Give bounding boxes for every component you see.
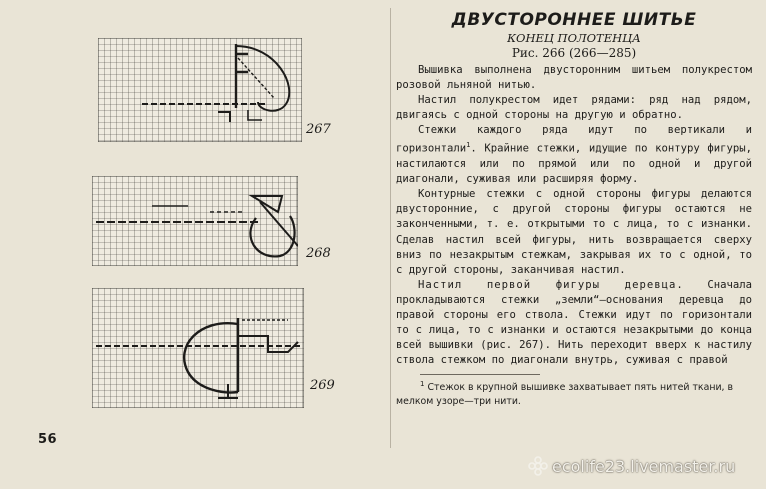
paragraph-3 <box>396 123 752 187</box>
paragraph-2: Настил полукрестом идет рядами: ряд над рядом, двигаясь с одной стороны на другую и обратно. <box>396 94 752 122</box>
figure-number-268: 268 <box>306 246 331 261</box>
page-number: 56 <box>38 432 58 447</box>
figure-reference: Рис. 266 (266—285) <box>511 46 637 60</box>
footnote-mark: 1 <box>420 380 425 389</box>
paragraph-4: Контурные стежки с одной стороны фигуры делаются двусторонние, с другой стороны фигуры остаются не законченными, т. е. открытыми то с лица, то с изнанки. Сделав настил всей фигуры, нить возвращается сверху вниз по незакрытым стежкам, закрывая их то с одной, то с другой стороны, заканчивая настил. <box>396 188 752 276</box>
paragraph-3-text-a: Стежки каждого ряда идут по вертикали и горизонтали <box>396 124 752 155</box>
section-title: ДВУСТОРОННЕЕ ШИТЬЕ <box>451 10 697 30</box>
paragraph-5-heading: Настил первой фигуры деревца. <box>418 278 684 291</box>
paragraph-5 <box>396 278 752 369</box>
footnote-text: Стежок в крупной вышивке захватывает пять нитей ткани, в мелком узоре—три нити. <box>396 382 734 407</box>
section-subtitle: КОНЕЦ ПОЛОТЕНЦА <box>507 31 641 45</box>
flower-logo-icon <box>528 456 548 476</box>
figure-269-grid-diagram <box>92 288 304 408</box>
watermark-text: ecolife23.livemaster.ru <box>552 456 736 476</box>
figure-267-grid-diagram <box>98 38 302 142</box>
figure-269-svg <box>92 288 304 408</box>
text-column <box>396 10 752 408</box>
figure-number-267: 267 <box>306 122 331 137</box>
footnote-divider <box>420 374 540 375</box>
paragraph-5-text: Сначала прокладываются стежки „земли“—основания деревца до правой стороны его ствола. Стежки идут по горизонтали то с лица, то с изнанки и остаются незакрытыми до конца всей вышивки (рис. 267). Нить переходит вверх к настилу ствола стежком по диагонали внутрь, суживая с правой <box>396 278 752 367</box>
footnote <box>396 378 752 407</box>
watermark <box>528 456 735 476</box>
figure-268-svg <box>92 176 298 266</box>
footnote-marker: 1 <box>466 141 471 150</box>
paragraph-1: Вышивка выполнена двусторонним шитьем полукрестом розовой льняной нитью. <box>396 64 752 92</box>
body-text <box>396 63 752 368</box>
figure-number-269: 269 <box>310 378 335 393</box>
page-gutter <box>390 8 391 448</box>
figure-267-svg <box>98 38 302 142</box>
figure-268-grid-diagram <box>92 176 298 266</box>
paragraph-3-text-b: . Крайние стежки, идущие по контуру фигуры, настилаются или по прямой или по одной и другой диагонали, суживая или расширяя форму. <box>396 143 752 186</box>
